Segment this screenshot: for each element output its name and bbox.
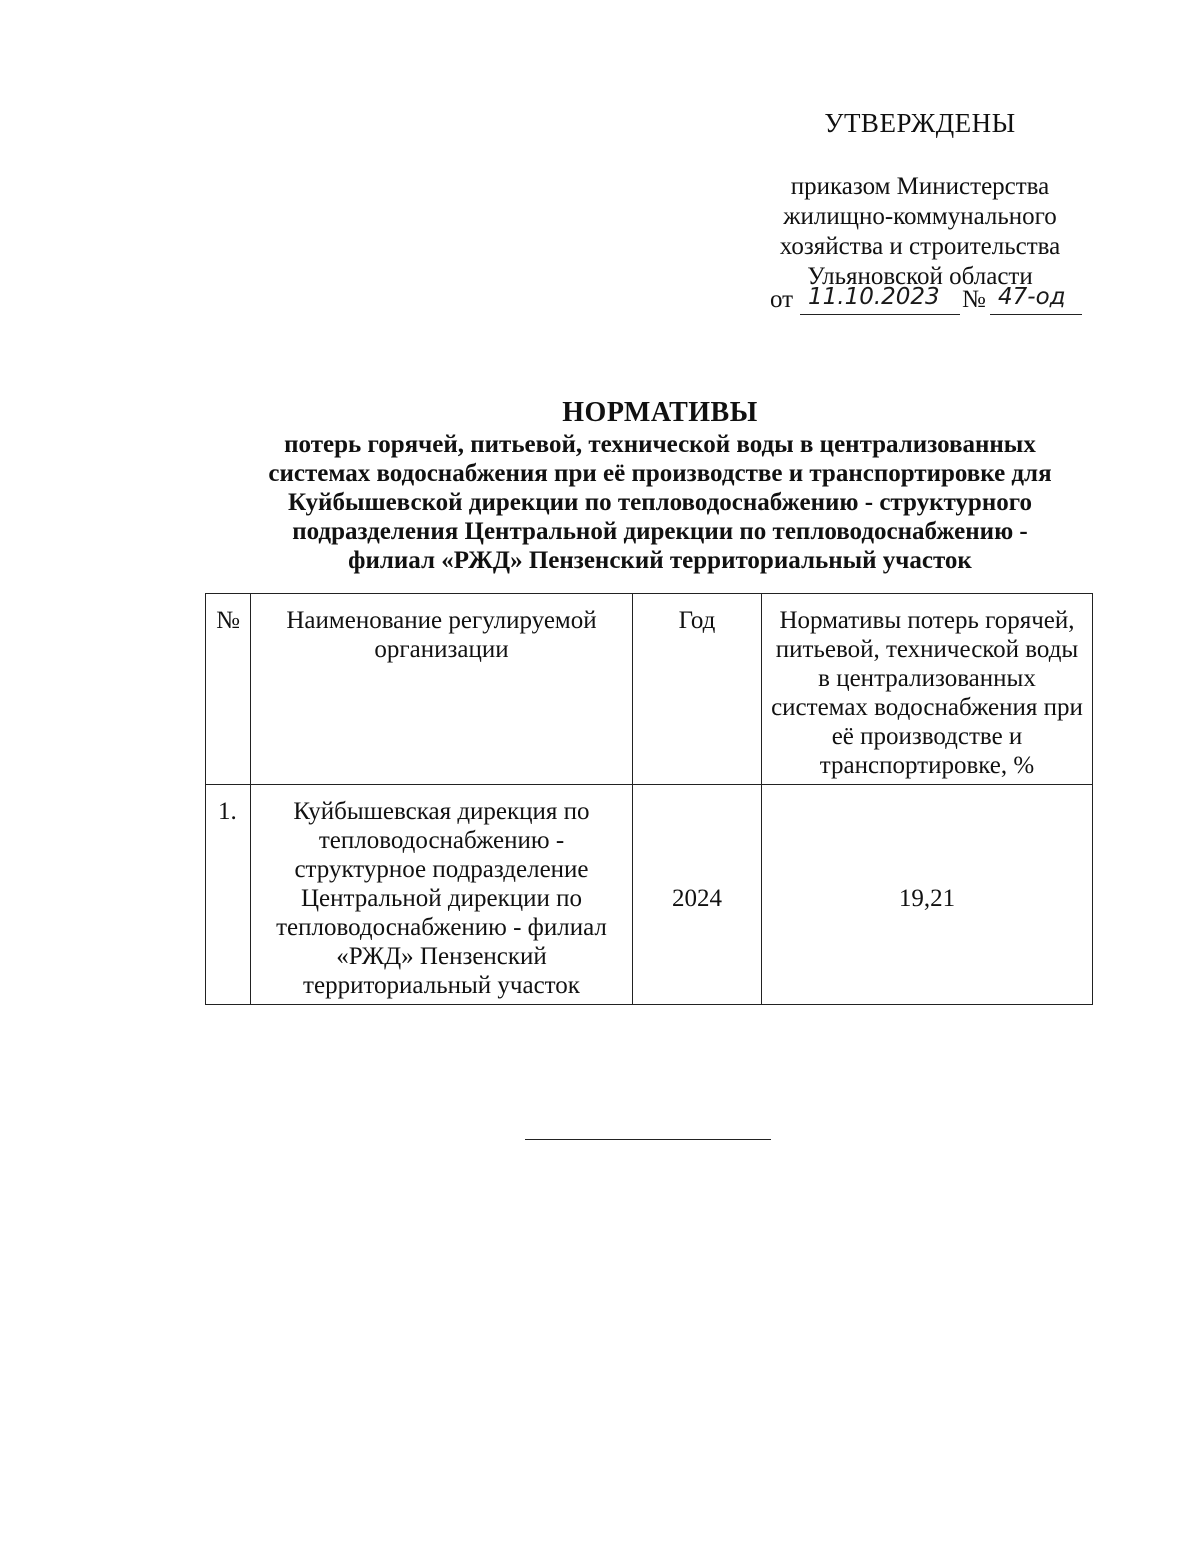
row-norm: 19,21 <box>762 785 1093 1005</box>
footer-divider <box>525 1139 771 1140</box>
title-subtitle-1: потерь горячей, питьевой, технической воды в централизованных <box>284 431 1036 458</box>
title-subtitle-2: системах водоснабжения при её производстве и транспортировке для <box>268 460 1052 487</box>
order-reference <box>770 284 1100 324</box>
table-header-row <box>206 594 1093 785</box>
header-name: Наименование регулируемой организации <box>251 594 633 785</box>
title-main: НОРМАТИВЫ <box>562 397 758 428</box>
date-label: от <box>770 286 794 313</box>
date-underline <box>800 314 960 315</box>
date-handwritten: 11.10.2023 <box>808 284 940 310</box>
approval-line-3: хозяйства и строительства <box>779 233 1061 260</box>
row-name: Куйбышевская дирекция по тепловодоснабжению - структурное подразделение Центральной дирекции по тепловодоснабжению - филиал «РЖД» Пензенский территориальный участок <box>251 785 633 1005</box>
row-year: 2024 <box>633 785 762 1005</box>
row-number: 1. <box>206 785 251 1005</box>
approval-line-2: жилищно-коммунального <box>783 203 1057 230</box>
table-row <box>206 785 1093 1005</box>
title-subtitle-3: Куйбышевской дирекции по тепловодоснабжению - структурного <box>288 489 1032 516</box>
number-underline <box>990 314 1082 315</box>
norms-table <box>205 593 1093 1005</box>
approval-line-1: приказом Министерства <box>790 173 1050 200</box>
header-norm: Нормативы потерь горячей, питьевой, технической воды в централизованных системах водоснабжения при её производстве и транспортировке, % <box>762 594 1093 785</box>
number-handwritten: 47-од <box>998 284 1066 310</box>
header-year: Год <box>633 594 762 785</box>
header-number: № <box>206 594 251 785</box>
approval-line-4: Ульяновской области <box>807 263 1033 290</box>
document-title <box>200 396 1120 575</box>
title-subtitle-5: филиал «РЖД» Пензенский территориальный участок <box>348 547 972 574</box>
title-subtitle-4: подразделения Центральной дирекции по тепловодоснабжению - <box>292 518 1028 545</box>
number-label: № <box>962 286 986 313</box>
approval-heading: УТВЕРЖДЕНЫ <box>824 108 1016 138</box>
